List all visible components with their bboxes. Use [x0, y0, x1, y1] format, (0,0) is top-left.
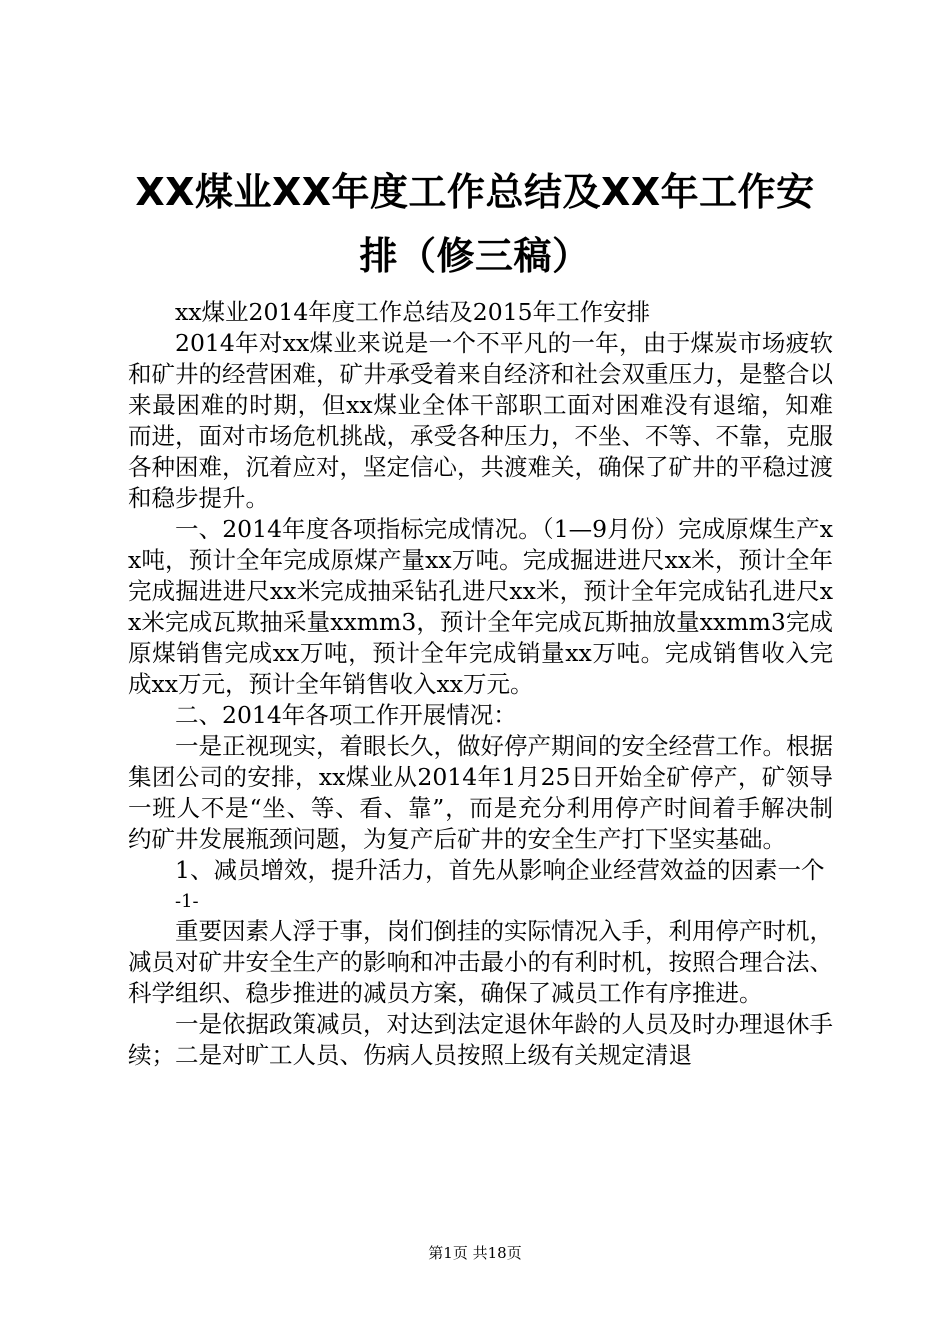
body-paragraph: 1、减员增效，提升活力，首先从影响企业经营效益的因素一个: [175, 856, 825, 884]
body-paragraph: 重要因素人浮于事，岗们倒挂的实际情况入手，利用停产时机，减员对矿井安全生产的影响和冲击最小的有利时机，按照合理合法、科学组织、稳步推进的减员方案，确保了减员工作有序推进。: [128, 917, 833, 1007]
body-paragraph: 一、2014年度各项指标完成情况。（1—9月份）完成原煤生产xx吨，预计全年完成原煤产量xx万吨。完成掘进进尺xx米，预计全年完成掘进进尺xx米完成抽采钻孔进尺xx米，预计全年完成钻孔进尺xx米完成瓦欺抽采量xxmm3，预计全年完成瓦斯抽放量xxmm3完成原煤销售完成xx万吨，预计全年完成销量xx万吨。完成销售收入完成xx万元，预计全年销售收入xx万元。: [128, 515, 833, 698]
body-paragraph: 二、2014年各项工作开展情况：: [175, 701, 517, 729]
document-body: [128, 297, 833, 1071]
body-paragraph: 一是正视现实，着眼长久，做好停产期间的安全经营工作。根据集团公司的安排，xx煤业从2014年1月25日开始全矿停产，矿领导一班人不是“坐、等、看、靠”，而是充分利用停产时间着手解决制约矿井发展瓶颈问题，为复产后矿井的安全生产打下坚实基础。: [128, 732, 833, 853]
body-paragraph: 2014年对xx煤业来说是一个不平凡的一年，由于煤炭市场疲软和矿井的经营困难，矿井承受着来自经济和社会双重压力，是整合以来最困难的时期，但xx煤业全体干部职工面对困难没有退缩，知难而进，面对市场危机挑战，承受各种压力，不坐、不等、不靠，克服各种困难，沉着应对，坚定信心，共渡难关，确保了矿井的平稳过渡和稳步提升。: [128, 329, 833, 512]
document-title: XX煤业XX年度工作总结及XX年工作安排（修三稿）: [135, 170, 815, 278]
subtitle-paragraph: xx煤业2014年度工作总结及2015年工作安排: [175, 298, 651, 326]
inline-page-marker: -1-: [175, 891, 199, 912]
body-paragraph: 一是依据政策减员，对达到法定退休年龄的人员及时办理退休手续；二是对旷工人员、伤病人员按照上级有关规定清退: [128, 1010, 833, 1069]
page-footer: 第1页 共18页: [428, 1244, 522, 1262]
